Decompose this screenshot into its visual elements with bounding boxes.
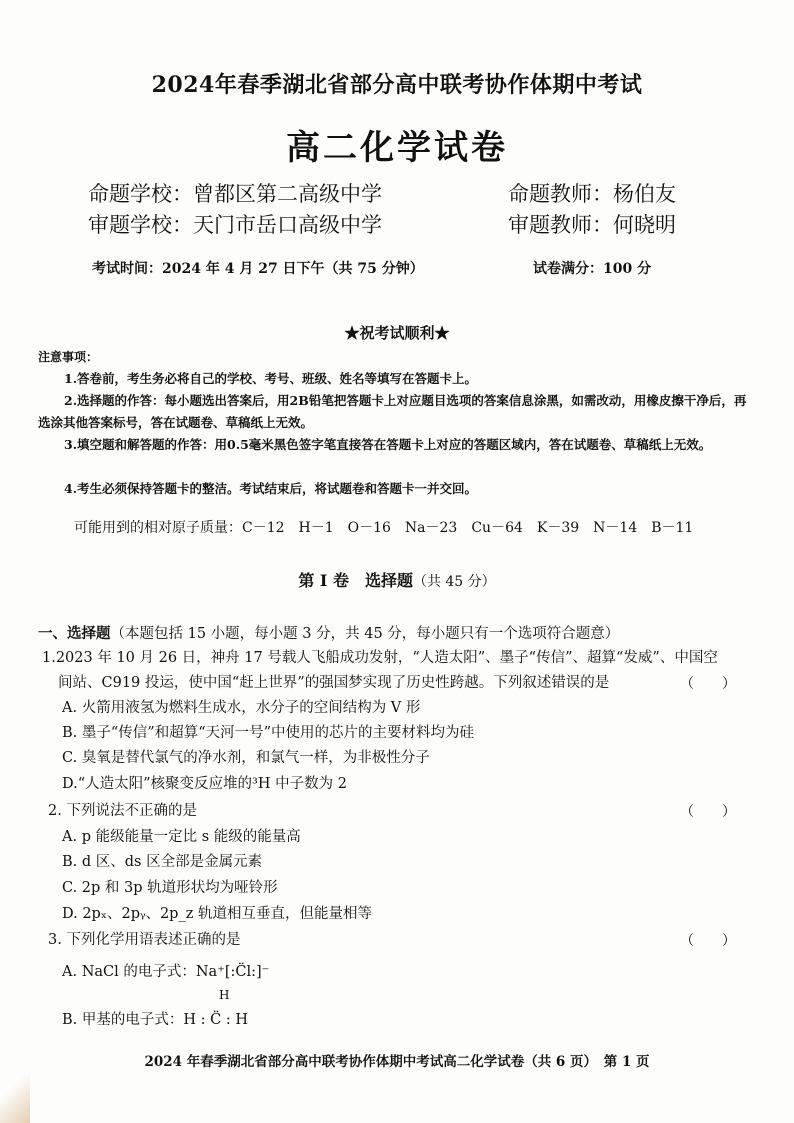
section-title: 一、选择题 (38, 625, 111, 642)
notice-item (38, 434, 758, 456)
subject-title: 高二化学试卷 (286, 128, 508, 168)
q1-answer-paren: （ ） (680, 676, 736, 692)
exam-title: 2024年春季湖北省部分高中联考协作体期中考试 (151, 72, 643, 98)
part-title-text: 第 Ⅰ 卷 选择题 (298, 571, 413, 590)
page-footer: 2024 年春季湖北省部分高中联考协作体期中考试高二化学试卷（共 6 页） 第 1 页 (144, 1054, 650, 1070)
page-corner-shadow (0, 1063, 30, 1123)
notice-item-text: 2.选择题的作答：每小题选出答案后，用2B铅笔把答题卡上对应题目选项的答案信息涂黑，如需改动，用橡皮擦干净后，再选涂其他答案标号，答在试题卷、草稿纸上无效。 (38, 393, 747, 430)
notice-item-text: 1.答卷前，考生务必将自己的学校、考号、班级、姓名等填写在答题卡上。 (64, 371, 478, 386)
notice-item (38, 368, 758, 390)
setter-school: 命题学校：曾都区第二高级中学 (88, 182, 382, 206)
section-desc: （本题包括 15 小题，每小题 3 分，共 45 分，每小题只有一个选项符合题意） (110, 626, 620, 642)
full-score: 试卷满分：100 分 (533, 261, 652, 277)
reviewer-school: 审题学校：天门市岳口高级中学 (88, 213, 382, 237)
atomic-masses: 可能用到的相对原子质量：C－12 H－1 O－16 Na－23 Cu－64 K－39 N－14 B－11 (74, 520, 694, 536)
exam-time: 考试时间：2024 年 4 月 27 日下午（共 75 分钟） (92, 261, 424, 277)
q2-answer-paren: （ ） (680, 804, 736, 820)
q3-answer-paren: （ ） (680, 933, 736, 949)
setter-teacher: 命题教师：杨伯友 (508, 182, 676, 206)
q2-option-c: C. 2p 和 3p 轨道形状均为哑铃形 (62, 880, 278, 896)
q3-option-a: A. NaCl 的电子式：Na⁺[:C̈l:]⁻ (62, 964, 270, 980)
notice-item (38, 390, 758, 434)
q2-stem: 2. 下列说法不正确的是 (48, 803, 197, 819)
q3-methyl-top-h: H (219, 988, 230, 1002)
q2-option-b: B. d 区、ds 区全部是金属元素 (62, 854, 263, 870)
part-title (0, 568, 794, 591)
blessing-banner: ★祝考试顺利★ (344, 324, 450, 342)
q1-stem-line2: 间站、C919 投运，使中国“赶上世界”的强国梦实现了历史性跨越。下列叙述错误的是 (58, 675, 610, 691)
q1-option-b: B. 墨子“传信”和超算“天河一号”中使用的芯片的主要材料均为硅 (62, 725, 475, 741)
notice-title: 注意事项： (38, 350, 99, 364)
notice-item-text: 4.考生必须保持答题卡的整洁。考试结束后，将试题卷和答题卡一并交回。 (64, 481, 478, 496)
part-title-sub: （共 45 分） (412, 574, 496, 590)
q3-stem: 3. 下列化学用语表述正确的是 (48, 932, 241, 948)
q1-stem-line1: 1.2023 年 10 月 26 日，神舟 17 号载人飞船成功发射，“人造太阳”、墨子“传信”、超算“发威”、中国空 (42, 650, 718, 666)
notice-item (38, 478, 758, 500)
q3-option-b: B. 甲基的电子式：H : C̈ : H (62, 1012, 248, 1028)
q2-option-a: A. p 能级能量一定比 s 能级的能量高 (62, 829, 301, 845)
q1-option-a: A. 火箭用液氢为燃料生成水，水分子的空间结构为 V 形 (62, 700, 421, 716)
notice-item-text: 3.填空题和解答题的作答：用0.5毫米黑色签字笔直接答在答题卡上对应的答题区域内，答在试题卷、草稿纸上无效。 (64, 437, 712, 452)
reviewer-teacher: 审题教师：何晓明 (508, 213, 676, 237)
q1-option-d: D.“人造太阳”核聚变反应堆的³H 中子数为 2 (62, 776, 347, 792)
section-header (38, 622, 619, 643)
q1-option-c: C. 臭氧是替代氯气的净水剂，和氯气一样，为非极性分子 (62, 750, 430, 766)
q2-option-d: D. 2pₓ、2pᵧ、2p_z 轨道相互垂直，但能量相等 (62, 906, 372, 922)
